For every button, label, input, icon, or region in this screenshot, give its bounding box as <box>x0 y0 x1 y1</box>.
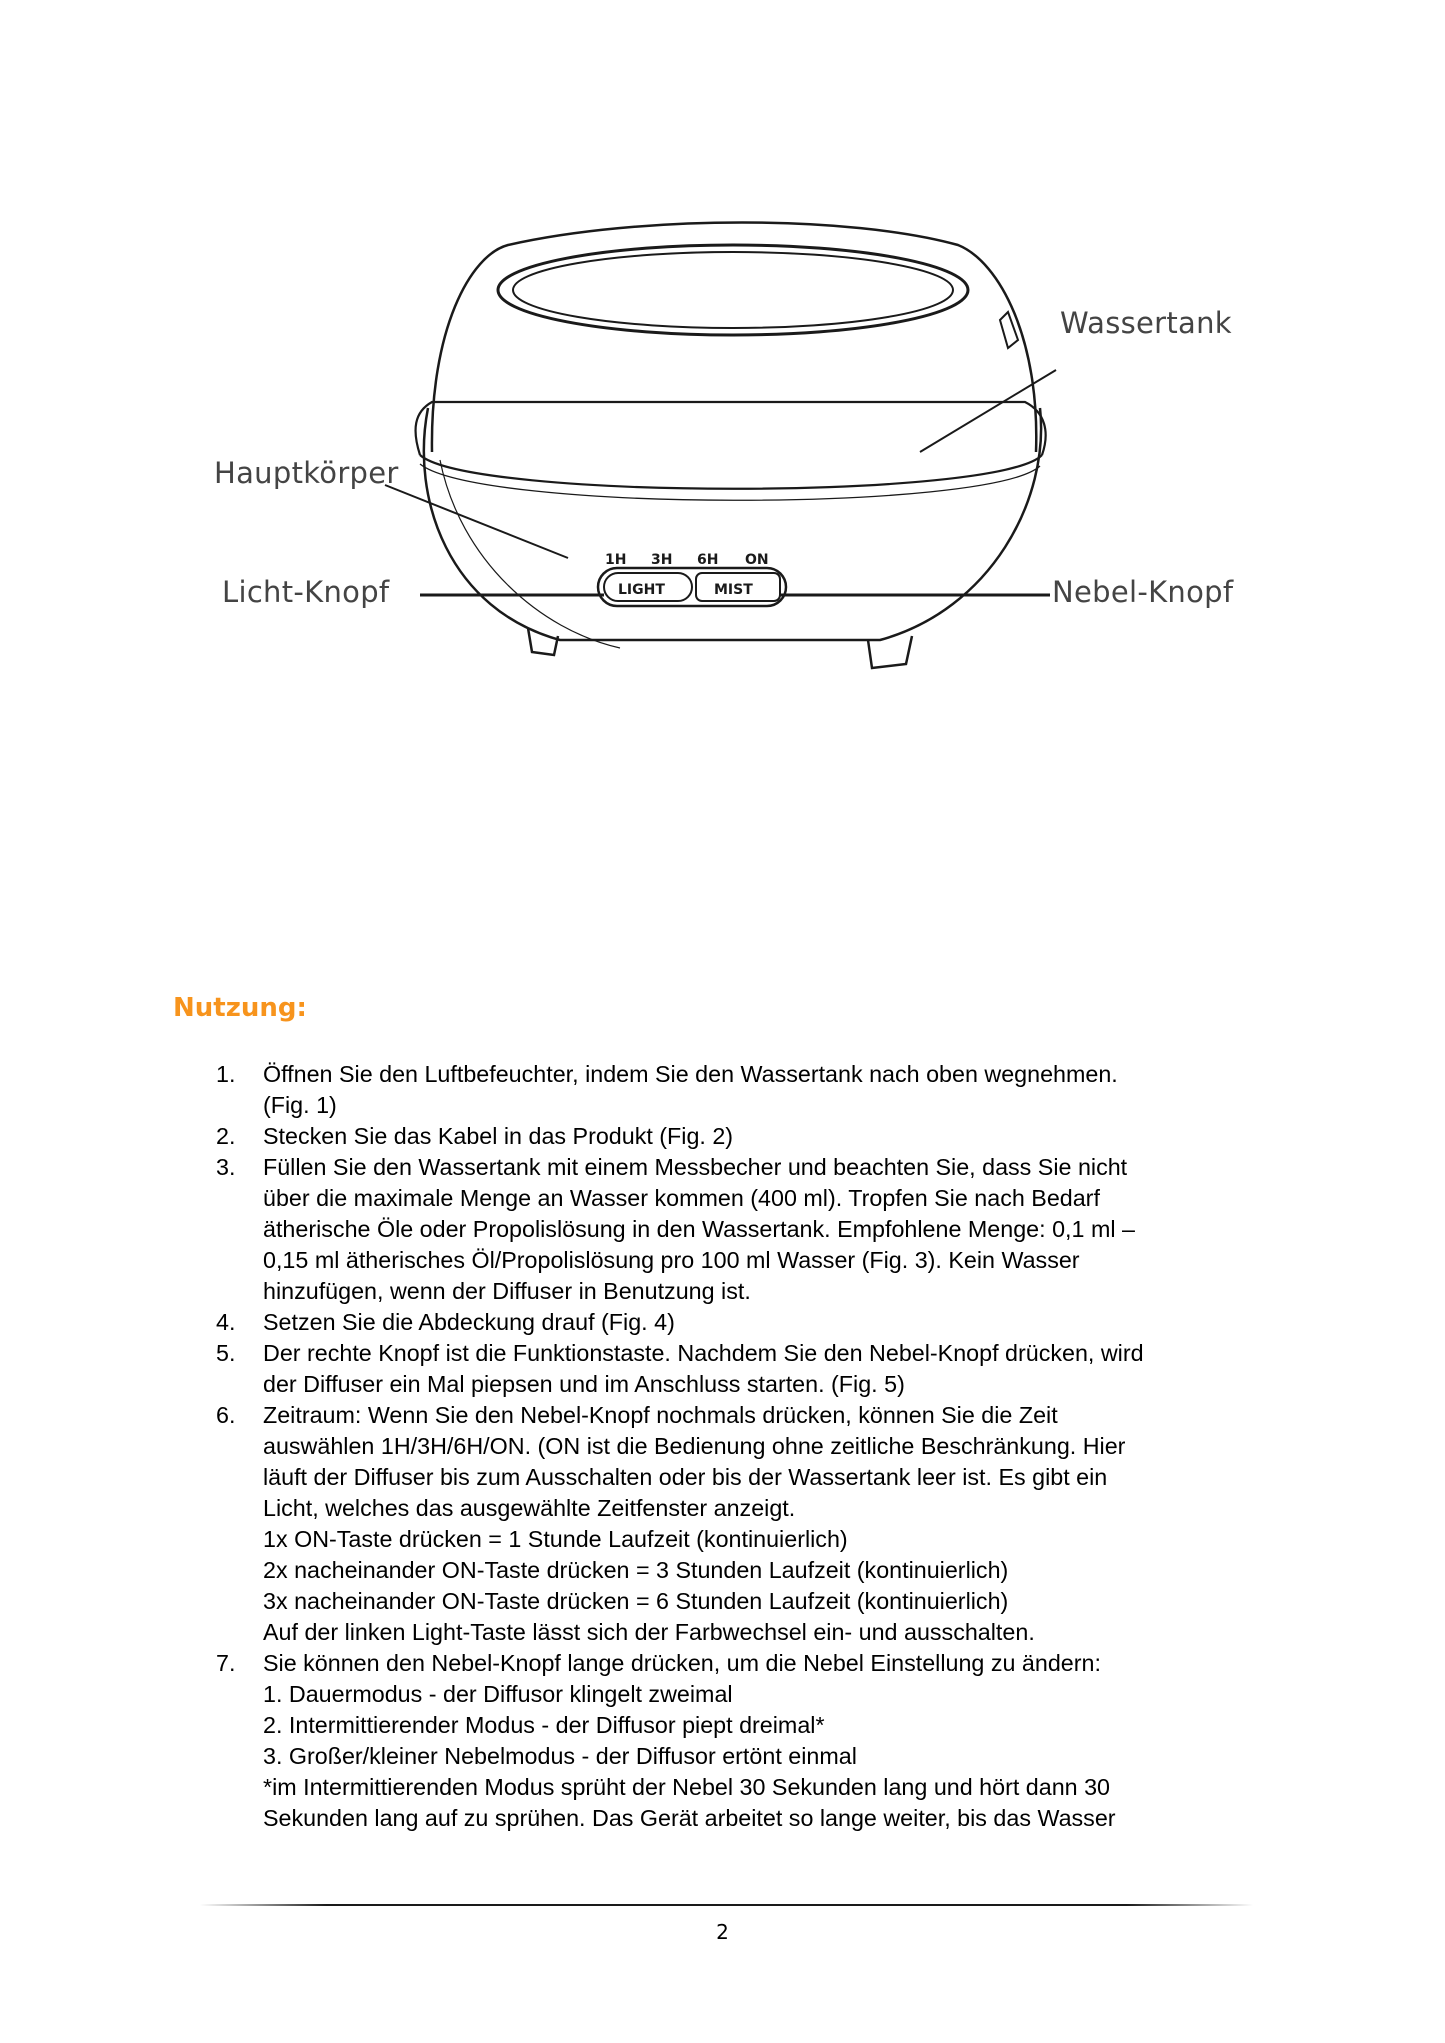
list-item <box>0 1121 1298 1152</box>
step-text-line: Setzen Sie die Abdeckung drauf (Fig. 4) <box>263 1309 675 1335</box>
step-text-line: 2x nacheinander ON-Taste drücken = 3 Stunden Laufzeit (kontinuierlich) <box>263 1557 1009 1583</box>
step-number: 4. <box>216 1309 236 1335</box>
diffuser-illustration <box>0 0 1445 720</box>
footer-divider <box>200 1904 1253 1906</box>
callout-nebel-knopf: Nebel-Knopf <box>1052 575 1234 609</box>
timer-label-3h: 3H <box>651 552 673 568</box>
step-text-line: 0,15 ml ätherisches Öl/Propolislösung pro 100 ml Wasser (Fig. 3). Kein Wasser <box>263 1247 1080 1273</box>
step-text-line: ätherische Öle oder Propolislösung in den Wassertank. Empfohlene Menge: 0,1 ml – <box>263 1216 1135 1242</box>
step-text-line: 1x ON-Taste drücken = 1 Stunde Laufzeit (kontinuierlich) <box>263 1526 848 1552</box>
water-tank-rim <box>498 245 968 335</box>
list-item <box>0 1152 1298 1307</box>
step-text-line: Sekunden lang auf zu sprühen. Das Gerät arbeitet so lange weiter, bis das Wasser <box>263 1805 1116 1831</box>
list-item <box>0 1307 1298 1338</box>
step-text-line: Zeitraum: Wenn Sie den Nebel-Knopf nochmals drücken, können Sie die Zeit <box>263 1402 1058 1428</box>
light-button-label: LIGHT <box>618 582 665 598</box>
step-text-line: Auf der linken Light-Taste lässt sich der Farbwechsel ein- und ausschalten. <box>263 1619 1035 1645</box>
callout-licht-knopf: Licht-Knopf <box>222 575 390 609</box>
list-item <box>0 1400 1298 1648</box>
step-text-line: Füllen Sie den Wassertank mit einem Messbecher und beachten Sie, dass Sie nicht <box>263 1154 1128 1180</box>
step-text-line: 3. Großer/kleiner Nebelmodus - der Diffusor ertönt einmal <box>263 1743 857 1769</box>
list-item <box>0 1648 1298 1834</box>
callout-hauptkoerper: Hauptkörper <box>214 456 399 490</box>
timer-label-1h: 1H <box>605 552 627 568</box>
step-text-line: Sie können den Nebel-Knopf lange drücken, um die Nebel Einstellung zu ändern: <box>263 1650 1101 1676</box>
step-text-line: Der rechte Knopf ist die Funktionstaste. Nachdem Sie den Nebel-Knopf drücken, wird <box>263 1340 1144 1366</box>
section-heading: Nutzung: <box>173 993 307 1023</box>
step-text-line: 2. Intermittierender Modus - der Diffusor piept dreimal* <box>263 1712 825 1738</box>
usage-steps-list <box>0 1059 1445 1834</box>
step-text-line: läuft der Diffuser bis zum Ausschalten oder bis der Wassertank leer ist. Es gibt ein <box>263 1464 1108 1490</box>
timer-label-6h: 6H <box>697 552 719 568</box>
step-text-line: Licht, welches das ausgewählte Zeitfenster anzeigt. <box>263 1495 796 1521</box>
step-number: 5. <box>216 1340 236 1366</box>
step-text-line: auswählen 1H/3H/6H/ON. (ON ist die Bedienung ohne zeitliche Beschränkung. Hier <box>263 1433 1126 1459</box>
step-number: 6. <box>216 1402 236 1428</box>
step-text-line: über die maximale Menge an Wasser kommen (400 ml). Tropfen Sie nach Bedarf <box>263 1185 1100 1211</box>
step-text-line: der Diffuser ein Mal piepsen und im Anschluss starten. (Fig. 5) <box>263 1371 905 1397</box>
page-number: 2 <box>716 1920 729 1944</box>
step-text-line: hinzufügen, wenn der Diffuser in Benutzung ist. <box>263 1278 751 1304</box>
water-tank-dome <box>432 223 1036 453</box>
list-item <box>0 1338 1298 1400</box>
diffuser-foot-left <box>528 628 558 655</box>
step-number: 3. <box>216 1154 236 1180</box>
step-text-line: Öffnen Sie den Luftbefeuchter, indem Sie den Wassertank nach oben wegnehmen. <box>263 1061 1118 1087</box>
step-number: 2. <box>216 1123 236 1149</box>
step-number: 7. <box>216 1650 236 1676</box>
mist-button-label: MIST <box>714 582 753 598</box>
step-text-line: (Fig. 1) <box>263 1092 337 1118</box>
callout-wassertank: Wassertank <box>1060 306 1232 340</box>
step-text-line: *im Intermittierenden Modus sprüht der Nebel 30 Sekunden lang und hört dann 30 <box>263 1774 1110 1800</box>
list-item <box>0 1059 1298 1121</box>
timer-label-on: ON <box>745 552 769 568</box>
step-number: 1. <box>216 1061 236 1087</box>
diffuser-figure <box>0 0 1445 720</box>
water-tank-rim-inner <box>513 252 953 328</box>
step-text-line: 3x nacheinander ON-Taste drücken = 6 Stunden Laufzeit (kontinuierlich) <box>263 1588 1009 1614</box>
step-text-line: 1. Dauermodus - der Diffusor klingelt zweimal <box>263 1681 733 1707</box>
step-text-line: Stecken Sie das Kabel in das Produkt (Fig. 2) <box>263 1123 734 1149</box>
